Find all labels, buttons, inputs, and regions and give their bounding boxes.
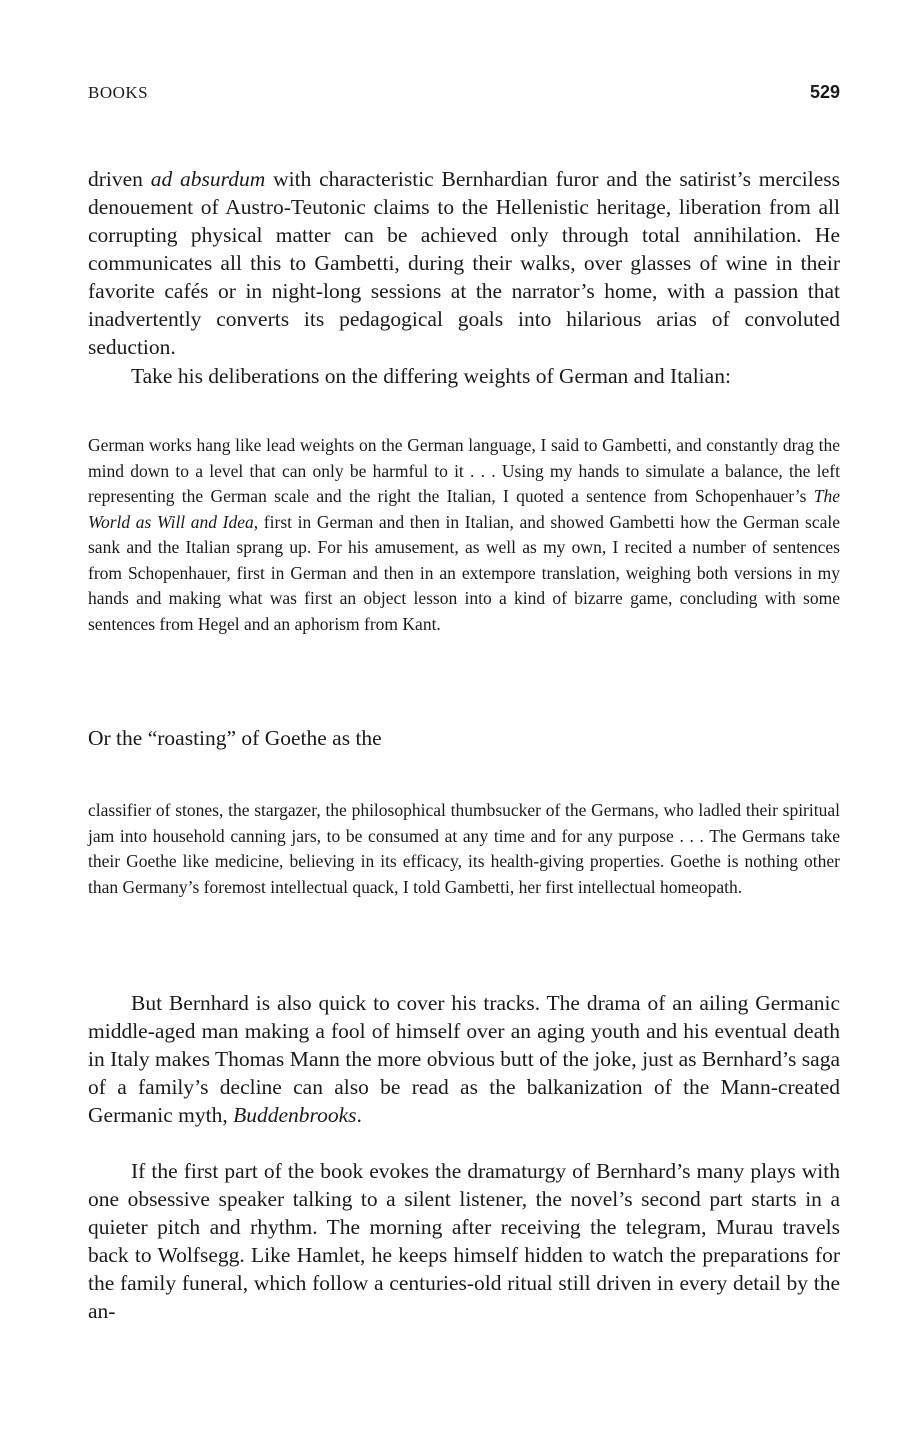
section-name: BOOKS: [88, 83, 149, 102]
paragraph-1: driven ad absurdum with characteristic Bernhardian furor and the satirist’s merciless denouement of Austro-Teutonic claims to the Hellenistic heritage, liberation from all corrupting physical matter can be achieved only through total annihilation. He communicates all this to Gambetti, during their walks, over glasses of wine in their favorite cafés or in night-long sessions at the narrator’s home, with a passion that inadvertently converts its pedagogical goals into hilarious arias of convoluted seduction.: [88, 167, 840, 359]
page-number: 529: [809, 82, 840, 102]
block-quote-1: German works hang like lead weights on the German language, I said to Gambetti, and constantly drag the mind down to a level that can only be harmful to it . . . Using my hands to simulate a balance, the left representing the German scale and the right the Italian, I quoted a sentence from Schopenhauer’s The World as Will and Idea, first in German and then in Italian, and showed Gambetti how the German scale sank and the Italian sprang up. For his amusement, as well as my own, I recited a number of sentences from Schopenhauer, first in German and then in an extempore translation, weighing both versions in my hands and making what was first an object lesson into a kind of bizarre game, concluding with some sentences from Hegel and an aphorism from Kant.: [88, 435, 840, 634]
block-quote-2: classifier of stones, the stargazer, the philosophical thumbsucker of the Germans, who ladled their spiritual jam into household canning jars, to be consumed at any time and for any purpose . . . The Germans take their Goethe like medicine, believing in its efficacy, its health-giving properties. Goethe is nothing other than Germany’s foremost intellectual quack, I told Gambetti, her first intellectual homeopath.: [88, 800, 840, 897]
paragraph-5: If the first part of the book evokes the dramaturgy of Bernhard’s many plays with one obsessive speaker talking to a silent listener, the novel’s second part starts in a quieter pitch and rhythm. The morning after receiving the telegram, Murau travels back to Wolfsegg. Like Hamlet, he keeps himself hidden to watch the preparations for the family funeral, which follow a centuries-old ritual still driven in every detail by the an-: [88, 1159, 840, 1323]
paragraph-4: But Bernhard is also quick to cover his tracks. The drama of an ailing Germanic middle-aged man making a fool of himself over an aging youth and his eventual death in Italy makes Thomas Mann the more obvious butt of the joke, just as Bernhard’s saga of a family’s decline can also be read as the balkanization of the Mann-created Germanic myth, Buddenbrooks.: [88, 991, 840, 1127]
book-title-italic: Buddenbrooks: [233, 1103, 357, 1127]
book-title-italic: The World as Will and Idea: [88, 486, 840, 532]
italic-phrase: ad absurdum: [150, 167, 266, 191]
running-head: [88, 82, 840, 103]
paragraph-2: Take his deliberations on the differing weights of German and Italian:: [131, 364, 731, 388]
paragraph-3: Or the “roasting” of Goethe as the: [88, 726, 382, 750]
